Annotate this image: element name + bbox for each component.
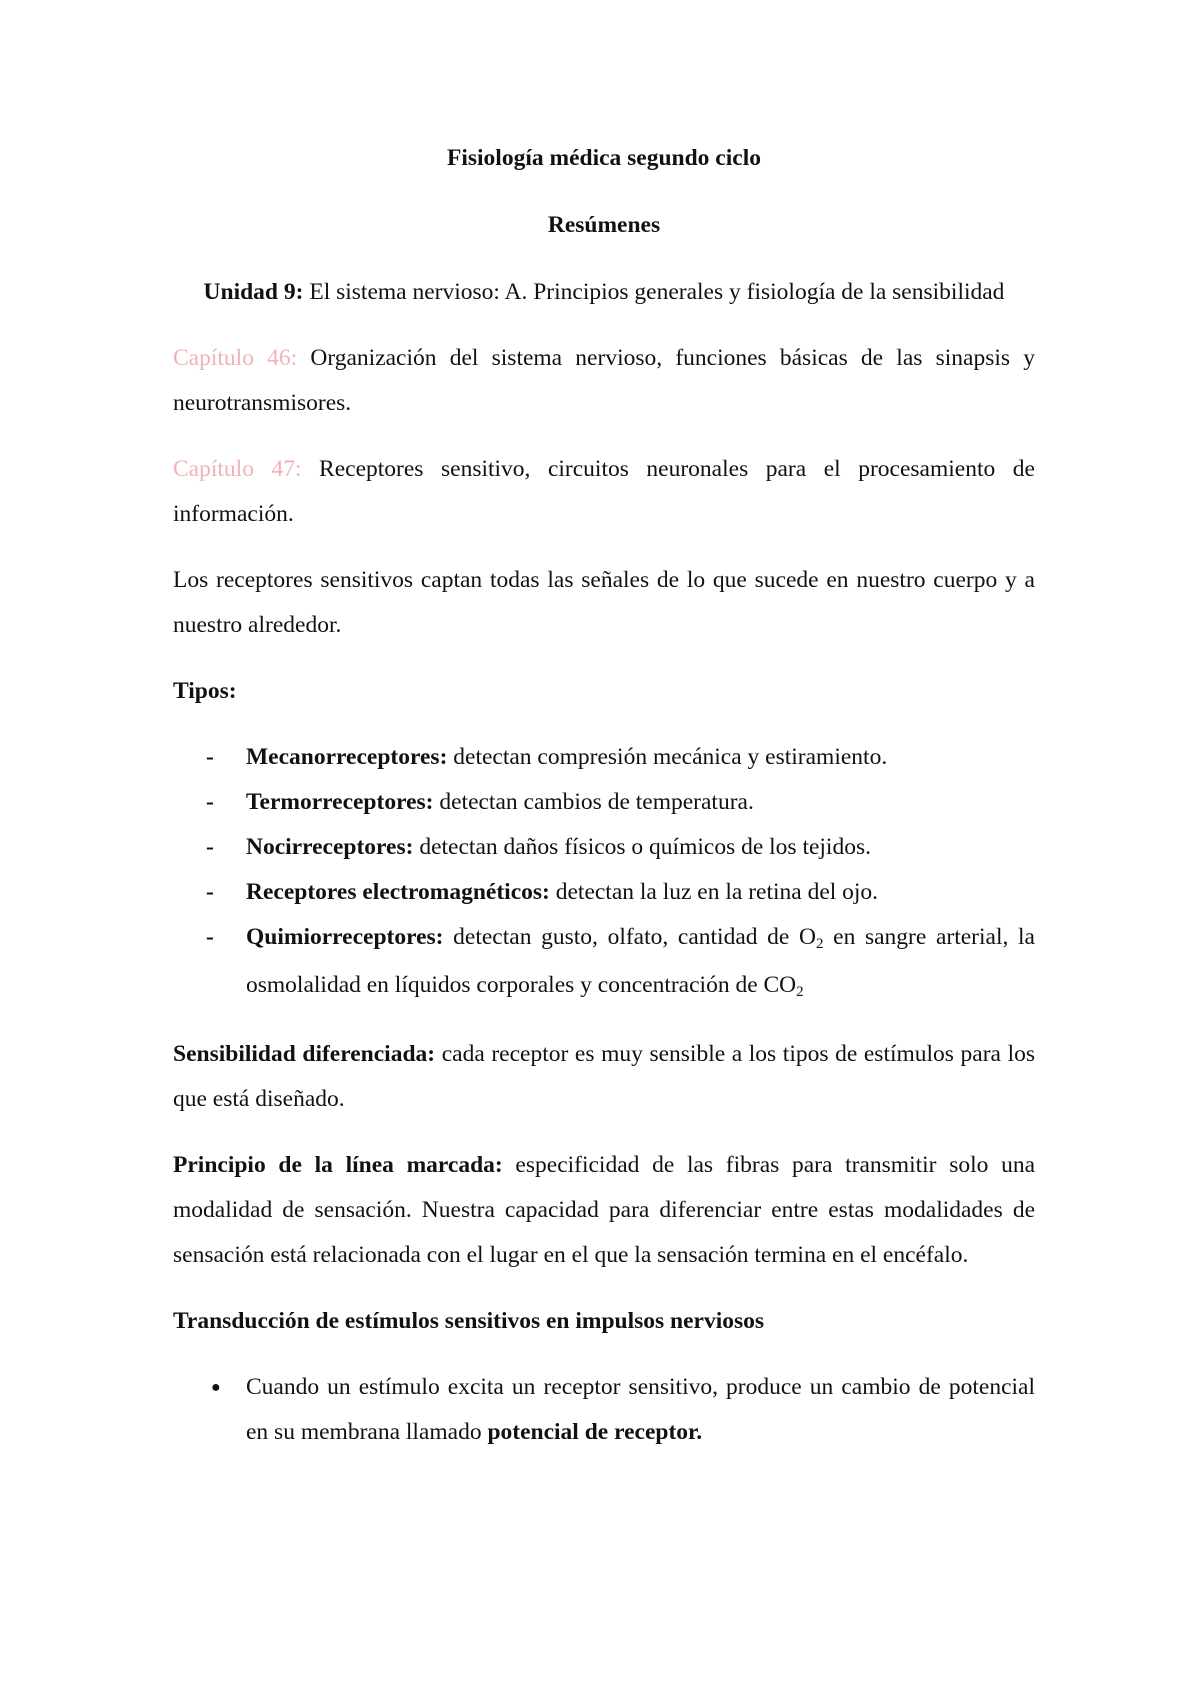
sensibilidad-text: cada receptor es muy sensible a los tipos de estímulos para los que está diseñado.: [173, 1041, 1035, 1112]
list-item-term: Mecanorreceptores:: [246, 744, 448, 770]
principio-text: especificidad de las fibras para transmitir solo una modalidad de sensación. Nuestra capacidad para diferenciar entre estas modalidades de sensación está relacionada con el lugar en el que la sensación termina en el encéfalo.: [173, 1152, 1035, 1268]
list-item-term: Nocirreceptores:: [246, 834, 414, 860]
list-item-text: detectan compresión mecánica y estiramiento.: [447, 744, 888, 770]
document-page: [173, 136, 1035, 1455]
subscript: 2: [796, 984, 804, 1000]
principio-term: Principio de la línea marcada:: [173, 1152, 503, 1178]
list-item-text: detectan la luz en la retina del ojo.: [549, 879, 879, 905]
list-item-text: detectan gusto, olfato, cantidad de O: [443, 924, 816, 950]
list-item-text: detectan daños físicos o químicos de los tejidos.: [413, 834, 871, 860]
transduccion-list: [173, 1365, 1035, 1455]
types-heading: [173, 669, 1035, 714]
list-item-term: Termorreceptores:: [246, 789, 434, 815]
list-item: [173, 870, 1035, 915]
transduccion-heading: [173, 1299, 1035, 1344]
unit-text: El sistema nervioso: A. Principios generales y fisiología de la sensibilidad: [303, 279, 1005, 305]
list-item: [173, 735, 1035, 780]
dash-marker: -: [206, 744, 214, 770]
bullet-marker: ●: [211, 1379, 221, 1396]
sensibilidad-term: Sensibilidad diferenciada:: [173, 1041, 436, 1067]
principio-paragraph: [173, 1143, 1035, 1278]
document-subtitle: Resúmenes: [547, 212, 661, 238]
chapter-text: Receptores sensitivo, circuitos neuronales para el procesamiento de información.: [173, 456, 1035, 527]
chapter-text: Organización del sistema nervioso, funciones básicas de las sinapsis y neurotransmisores.: [173, 345, 1035, 416]
unit-label: Unidad 9:: [203, 279, 304, 305]
document-title: Fisiología médica segundo ciclo: [447, 145, 761, 171]
chapter-46: [173, 336, 1035, 426]
types-heading-text: Tipos:: [173, 678, 237, 704]
dash-marker: -: [206, 924, 214, 950]
receptor-types-list: [173, 735, 1035, 1011]
list-item-term: Receptores electromagnéticos:: [246, 879, 550, 905]
dash-marker: -: [206, 879, 214, 905]
chapter-label: Capítulo 47:: [173, 456, 302, 482]
list-item-text: detectan cambios de temperatura.: [433, 789, 754, 815]
subscript: 2: [815, 936, 824, 952]
list-item-text: Cuando un estímulo excita un receptor sensitivo, produce un cambio de potencial en su membrana llamado: [246, 1374, 1035, 1445]
list-item-text: en sangre arterial, la osmolalidad en líquidos corporales y concentración de CO: [246, 924, 1035, 998]
list-item-bold: potencial de receptor.: [487, 1419, 703, 1445]
sensibilidad-paragraph: [173, 1032, 1035, 1122]
list-item: [173, 915, 1035, 1011]
dash-marker: -: [206, 789, 214, 815]
dash-marker: -: [206, 834, 214, 860]
intro-paragraph: Los receptores sensitivos captan todas las señales de lo que sucede en nuestro cuerpo y a nuestro alrededor.: [173, 567, 1035, 638]
list-item: [173, 1365, 1035, 1455]
transduccion-heading-text: Transducción de estímulos sensitivos en impulsos nerviosos: [173, 1308, 765, 1334]
list-item: [173, 825, 1035, 870]
title-block: [173, 136, 1035, 248]
unit-heading: [173, 270, 1035, 315]
list-item-term: Quimiorreceptores:: [246, 924, 444, 950]
chapter-47: [173, 447, 1035, 537]
chapter-label: Capítulo 46:: [173, 345, 298, 371]
list-item: [173, 780, 1035, 825]
